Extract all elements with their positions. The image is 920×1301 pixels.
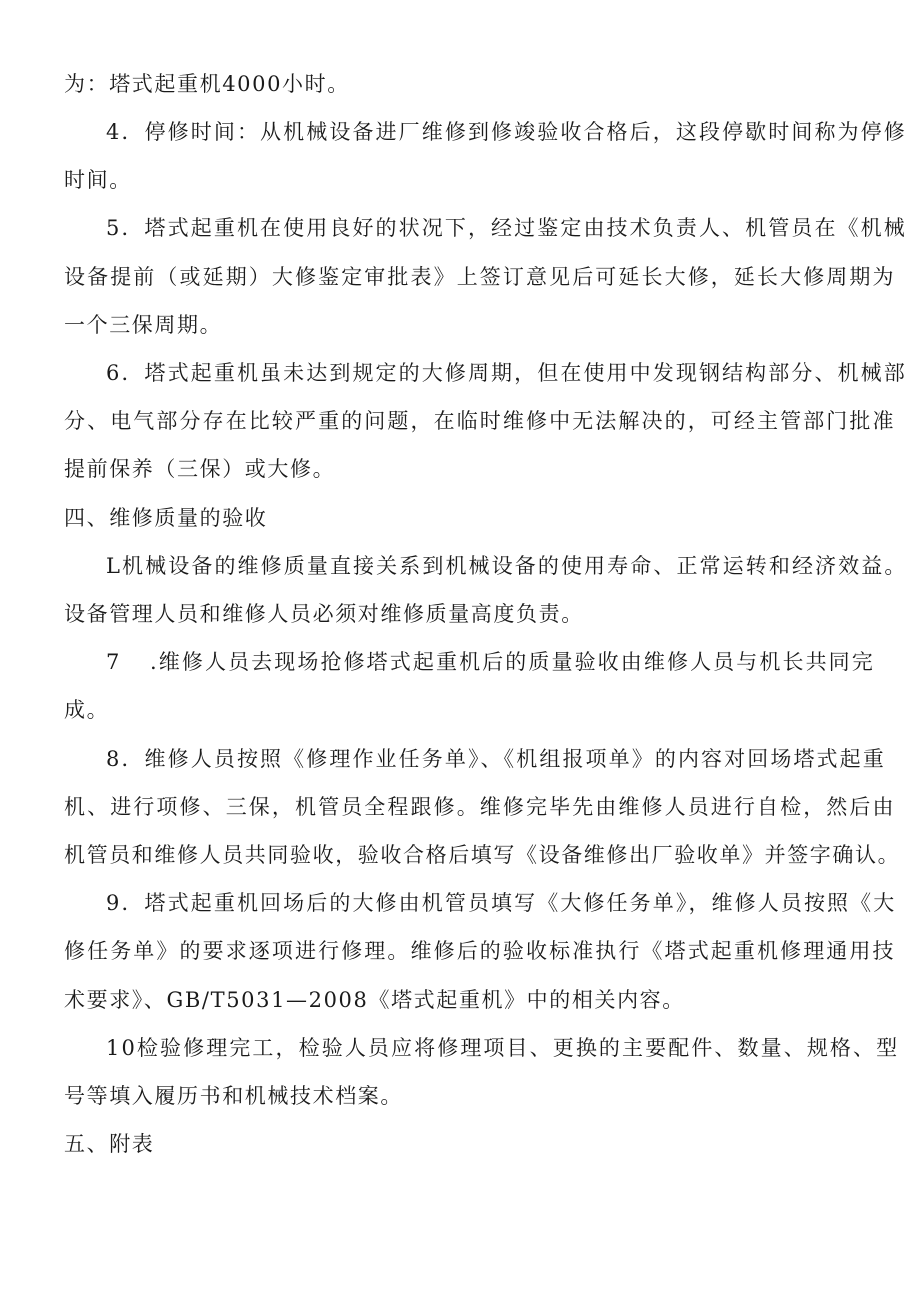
paragraph-line: 一个三保周期。 (64, 313, 223, 337)
paragraph-line: 成。 (64, 698, 110, 722)
paragraph-line: 4．停修时间：从机械设备进厂维修到修竣验收合格后，这段停歇时间称为停修 (106, 120, 907, 144)
paragraph-line: 6．塔式起重机虽未达到规定的大修周期，但在使用中发现钢结构部分、机械部 (106, 361, 907, 385)
paragraph-line: 机、进行项修、三保，机管员全程跟修。维修完毕先由维修人员进行自检，然后由 (64, 795, 896, 819)
paragraph-line: 设备提前（或延期）大修鉴定审批表》上签订意见后可延长大修，延长大修周期为 (64, 265, 896, 289)
paragraph-line: .维修人员去现场抢修塔式起重机后的质量验收由维修人员与机长共同完 (150, 650, 875, 674)
paragraph-line: 号等填入履历书和机械技术档案。 (64, 1084, 403, 1108)
paragraph-line: L机械设备的维修质量直接关系到机械设备的使用寿命、正常运转和经济效益。 (106, 554, 908, 578)
paragraph-line: 修任务单》的要求逐项进行修理。维修后的验收标准执行《塔式起重机修理通用技 (64, 939, 896, 963)
paragraph-line: 5．塔式起重机在使用良好的状况下，经过鉴定由技术负责人、机管员在《机械 (106, 216, 907, 240)
section-heading: 四、维修质量的验收 (64, 506, 268, 530)
paragraph-line: 时间。 (64, 168, 132, 192)
paragraph-line: 提前保养（三保）或大修。 (64, 457, 336, 481)
paragraph-line: 设备管理人员和维修人员必须对维修质量高度负责。 (64, 602, 584, 626)
paragraph-line: 10检验修理完工，检验人员应将修理项目、更换的主要配件、数量、规格、型 (106, 1036, 900, 1060)
section-heading: 五、附表 (64, 1132, 155, 1156)
paragraph-line: 机管员和维修人员共同验收，验收合格后填写《设备维修出厂验收单》并签字确认。 (64, 843, 901, 867)
paragraph-line: 9．塔式起重机回场后的大修由机管员填写《大修任务单》，维修人员按照《大 (106, 891, 897, 915)
paragraph-number: 7 (106, 650, 121, 674)
paragraph-line: 为：塔式起重机4000小时。 (64, 72, 350, 96)
paragraph-line: 8．维修人员按照《修理作业任务单》、《机组报项单》的内容对回场塔式起重 (106, 747, 886, 771)
paragraph-line: 术要求》、GB/T5031—2008《塔式起重机》中的相关内容。 (64, 988, 685, 1012)
paragraph-line: 分、电气部分存在比较严重的问题，在临时维修中无法解决的，可经主管部门批准 (64, 409, 896, 433)
